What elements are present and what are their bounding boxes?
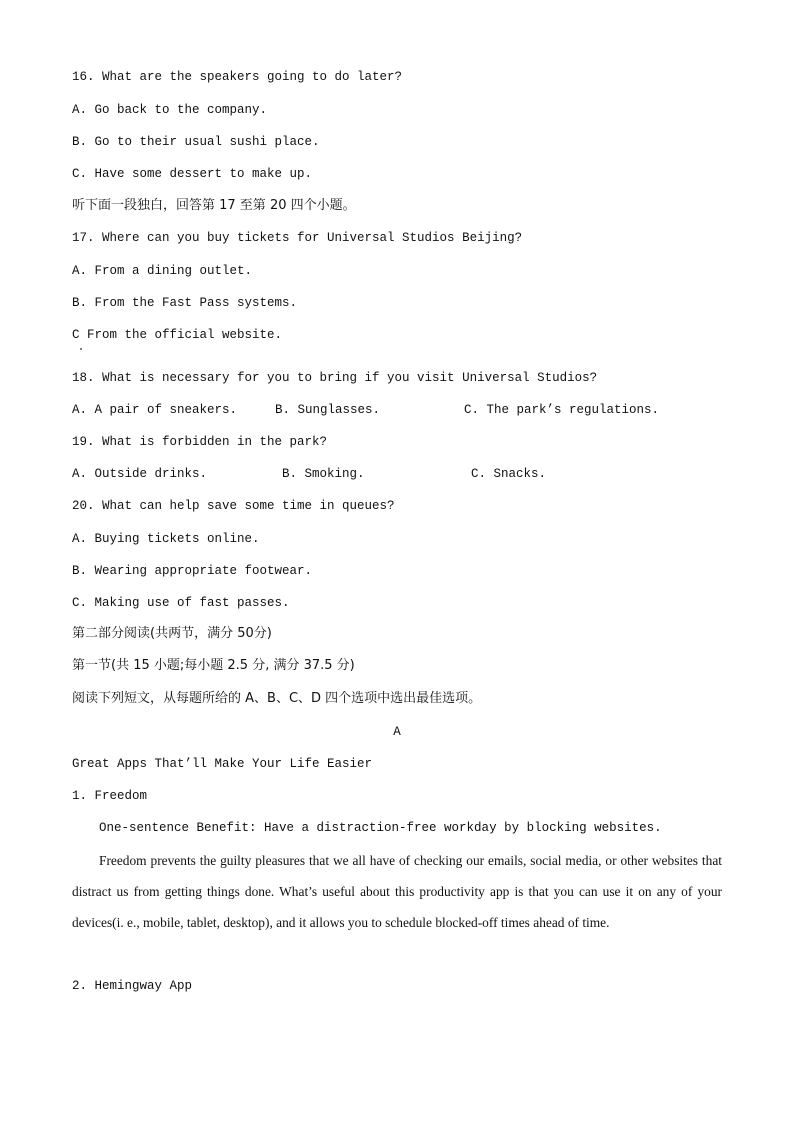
question-20: 20. What can help save some time in queues? [72, 499, 395, 513]
item-1-benefit: One-sentence Benefit: Have a distraction-free workday by blocking websites. [99, 821, 662, 835]
question-18-options [0, 402, 794, 418]
question-19-option-a: A. Outside drinks. [72, 467, 208, 481]
question-19-option-c: C. Snacks. [471, 467, 547, 481]
question-18-option-b: B. Sunglasses. [275, 403, 381, 417]
section1-heading: 第一节(共 15 小题;每小题 2.5 分, 满分 37.5 分) [72, 658, 355, 673]
question-16: 16. What are the speakers going to do later? [72, 70, 403, 84]
question-19-options [0, 466, 794, 482]
question-19: 19. What is forbidden in the park? [72, 435, 328, 449]
question-20-option-c: C. Making use of fast passes. [72, 596, 290, 610]
question-17-option-c: C From the official website. [72, 328, 283, 342]
item-1-title: 1. Freedom [72, 789, 148, 803]
question-17-option-a: A. From a dining outlet. [72, 264, 253, 278]
question-19-option-b: B. Smoking. [282, 467, 365, 481]
part2-heading: 第二部分阅读(共两节，满分 50分) [72, 626, 272, 641]
question-18-option-c: C. The park’s regulations. [464, 403, 660, 417]
question-20-option-b: B. Wearing appropriate footwear. [72, 564, 313, 578]
question-16-option-a: A. Go back to the company. [72, 103, 268, 117]
question-17-option-b: B. From the Fast Pass systems. [72, 296, 298, 310]
stray-dot [80, 348, 82, 350]
question-18: 18. What is necessary for you to bring if you visit Universal Studios? [72, 371, 598, 385]
question-16-option-c: C. Have some dessert to make up. [72, 167, 313, 181]
reading-instruction: 阅读下列短文，从每题所给的 A、B、C、D 四个选项中选出最佳选项。 [72, 691, 482, 706]
item-2-title: 2. Hemingway App [72, 979, 193, 993]
question-17: 17. Where can you buy tickets for Universal Studios Beijing? [72, 231, 523, 245]
question-20-option-a: A. Buying tickets online. [72, 532, 260, 546]
monologue-instruction: 听下面一段独白，回答第 17 至第 20 四个小题。 [72, 198, 356, 213]
passage-title: Great Apps That’ll Make Your Life Easier [72, 757, 373, 771]
item-1-body: Freedom prevents the guilty pleasures that we all have of checking our emails, social media, or other websites that distract us from getting things done. What’s useful about this productivity app is that you can use it on any of your devices(i. e., mobile, tablet, desktop), and it allows you to schedule blocked-off times ahead of time. [72, 853, 722, 930]
passage-label: A [393, 725, 401, 739]
question-16-option-b: B. Go to their usual sushi place. [72, 135, 320, 149]
question-18-option-a: A. A pair of sneakers. [72, 403, 238, 417]
